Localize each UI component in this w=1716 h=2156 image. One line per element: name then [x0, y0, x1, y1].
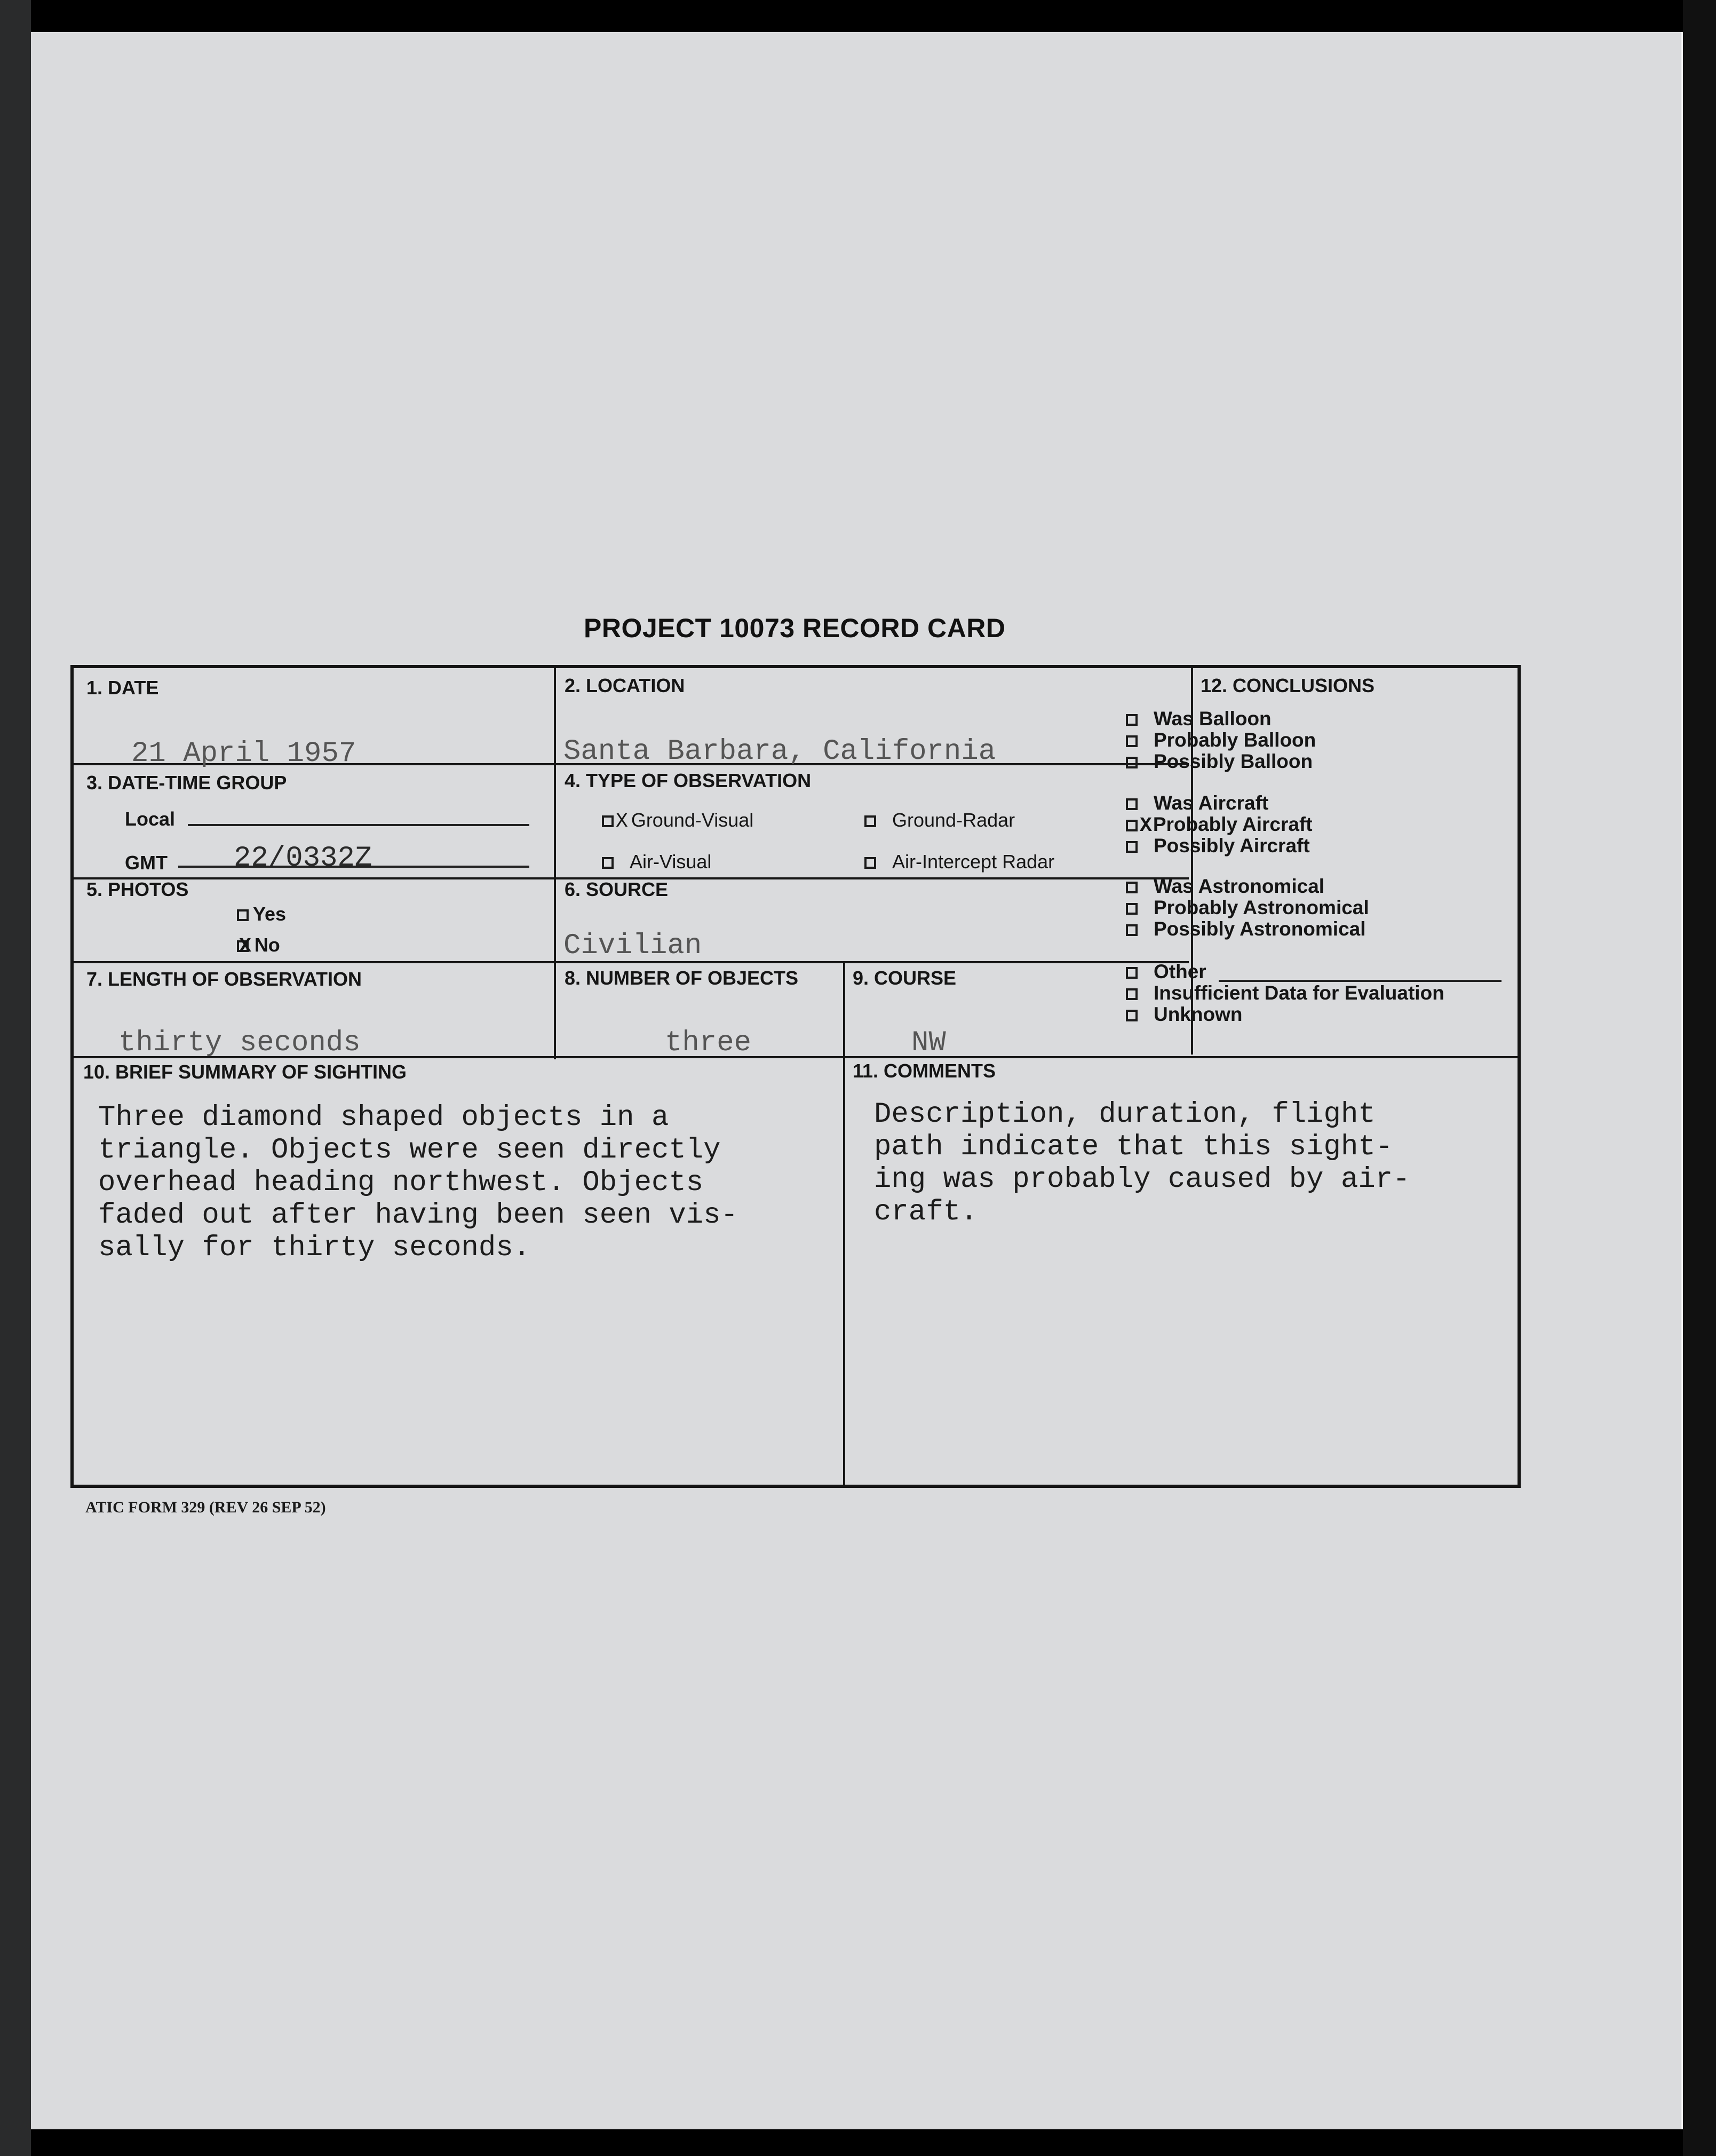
checkbox-air-intercept-radar[interactable]: [864, 857, 876, 869]
date-label: 1. DATE: [86, 677, 159, 699]
objects-value: three: [665, 1027, 752, 1059]
checkmark-photos-no: X: [239, 935, 251, 958]
type-obs-ground-radar: Ground-Radar: [864, 809, 1015, 831]
type-obs-label: 4. TYPE OF OBSERVATION: [565, 770, 812, 791]
checkbox-insufficient-data[interactable]: [1126, 988, 1138, 1000]
checkbox-was-astronomical[interactable]: [1126, 882, 1138, 893]
checkbox-air-visual[interactable]: [602, 857, 614, 869]
dtg-gmt-value: 22/0332Z: [234, 842, 372, 875]
checkbox-ground-radar[interactable]: [864, 815, 876, 827]
divider-v-course: [843, 961, 845, 1485]
film-edge-left: [0, 0, 31, 2156]
type-obs-ground-visual: X Ground-Visual: [602, 809, 753, 833]
conclusion-probably-aircraft: XProbably Aircraft: [1126, 813, 1313, 837]
checkbox-photos-yes[interactable]: [237, 909, 249, 921]
dtg-local-line: [188, 824, 529, 826]
course-value: NW: [911, 1027, 946, 1059]
checkmark-probably-aircraft: X: [1140, 814, 1152, 837]
source-label: 6. SOURCE: [565, 878, 669, 900]
type-obs-air-intercept-radar: Air-Intercept Radar: [864, 851, 1054, 873]
conclusion-probably-balloon: Probably Balloon: [1126, 729, 1316, 751]
length-value: thirty seconds: [118, 1027, 361, 1059]
checkbox-was-balloon[interactable]: [1126, 714, 1138, 726]
dtg-label: 3. DATE-TIME GROUP: [86, 772, 287, 794]
record-card: [70, 665, 1521, 1488]
summary-text: Three diamond shaped objects in a triangle. Objects were seen directly overhead heading northwest. Objects faded out after having been seen vis- sally for thirty seconds.: [98, 1101, 738, 1264]
checkbox-unknown[interactable]: [1126, 1010, 1138, 1021]
checkbox-probably-balloon[interactable]: [1126, 735, 1138, 747]
conclusion-probably-astronomical: Probably Astronomical: [1126, 897, 1369, 919]
checkbox-was-aircraft[interactable]: [1126, 798, 1138, 810]
checkbox-probably-aircraft[interactable]: [1126, 820, 1138, 831]
checkbox-ground-visual[interactable]: [602, 815, 614, 827]
conclusion-was-aircraft: Was Aircraft: [1126, 792, 1268, 814]
checkbox-possibly-astronomical[interactable]: [1126, 924, 1138, 936]
conclusion-unknown: Unknown: [1126, 1003, 1242, 1026]
date-value: 21 April 1957: [131, 738, 356, 770]
conclusions-label: 12. CONCLUSIONS: [1201, 675, 1375, 696]
source-value: Civilian: [563, 930, 702, 962]
card-title: PROJECT 10073 RECORD CARD: [584, 613, 1006, 643]
length-label: 7. LENGTH OF OBSERVATION: [86, 968, 362, 990]
conclusion-possibly-balloon: Possibly Balloon: [1126, 750, 1313, 773]
dtg-local-label: Local: [125, 808, 176, 830]
checkbox-probably-astronomical[interactable]: [1126, 903, 1138, 915]
film-edge-right: [1683, 0, 1716, 2156]
checkmark-ground-visual: X: [616, 810, 628, 833]
conclusion-other: Other: [1126, 961, 1206, 983]
checkbox-other[interactable]: [1126, 967, 1138, 979]
summary-label: 10. BRIEF SUMMARY OF SIGHTING: [83, 1061, 407, 1083]
location-value: Santa Barbara, California: [563, 735, 996, 768]
comments-text: Description, duration, flight path indicate that this sight- ing was probably caused by air- craft.: [874, 1098, 1410, 1228]
checkbox-possibly-balloon[interactable]: [1126, 757, 1138, 768]
form-footer: ATIC FORM 329 (REV 26 SEP 52): [85, 1499, 326, 1516]
conclusion-possibly-astronomical: Possibly Astronomical: [1126, 918, 1366, 940]
type-obs-air-visual: Air-Visual: [602, 851, 711, 873]
dtg-gmt-label: GMT: [125, 852, 168, 874]
conclusion-possibly-aircraft: Possibly Aircraft: [1126, 835, 1310, 857]
comments-label: 11. COMMENTS: [853, 1060, 996, 1082]
conclusion-was-astronomical: Was Astronomical: [1126, 875, 1324, 898]
location-label: 2. LOCATION: [565, 675, 685, 696]
photos-yes: Yes: [237, 903, 286, 925]
checkbox-possibly-aircraft[interactable]: [1126, 841, 1138, 853]
divider-v-date-location: [554, 668, 556, 1059]
conclusion-was-balloon: Was Balloon: [1126, 708, 1272, 730]
conclusion-insufficient-data: Insufficient Data for Evaluation: [1126, 982, 1444, 1004]
photos-label: 5. PHOTOS: [86, 878, 189, 900]
objects-label: 8. NUMBER OF OBJECTS: [565, 967, 799, 989]
course-label: 9. COURSE: [853, 967, 957, 989]
photos-no: X No: [237, 934, 280, 958]
